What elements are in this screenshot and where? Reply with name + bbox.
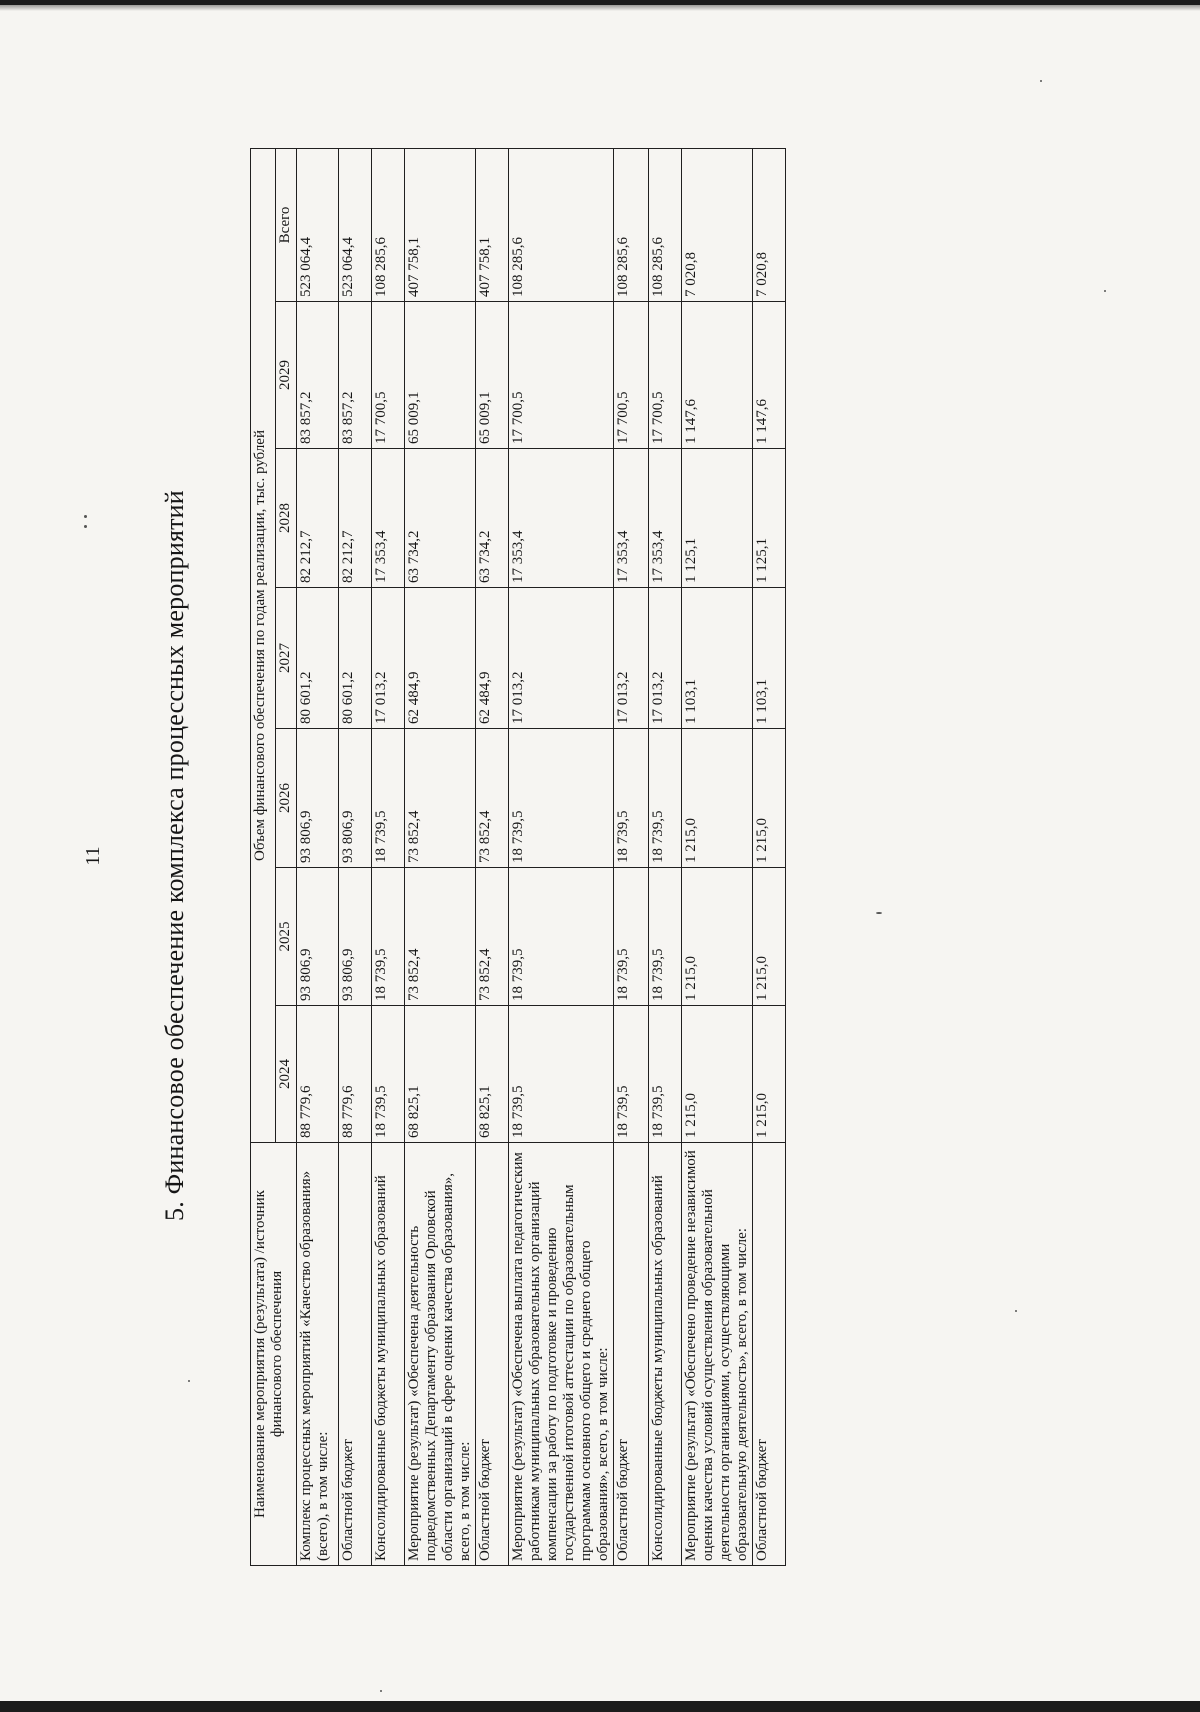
header-year-2025: 2025 (276, 868, 297, 1006)
cell-2029: 83 857,2 (297, 302, 339, 449)
header-year-2028: 2028 (276, 449, 297, 588)
row-name: Комплекс процессных мероприятий «Качество образования» (всего), в том числе: (297, 1143, 339, 1566)
row-name: Областной бюджет (753, 1143, 786, 1566)
cell-2026: 18 739,5 (614, 729, 649, 868)
cell-2025: 18 739,5 (614, 868, 649, 1006)
table-row (753, 149, 786, 1566)
header-name: Наименование мероприятия (результата) /источник финансового обеспечения (251, 1143, 297, 1566)
cell-2028: 17 353,4 (649, 449, 682, 588)
table-row (476, 149, 509, 1566)
cell-2025: 1 215,0 (682, 868, 753, 1006)
table-row (339, 149, 372, 1566)
row-name: Областной бюджет (614, 1143, 649, 1566)
page-number: 11 (82, 846, 104, 866)
cell-2024: 18 739,5 (614, 1006, 649, 1143)
header-year-2029: 2029 (276, 302, 297, 449)
header-row (251, 149, 276, 1566)
cell-2024: 88 779,6 (339, 1006, 372, 1143)
row-name: Консолидированные бюджеты муниципальных образований (372, 1143, 405, 1566)
table-row (405, 149, 476, 1566)
cell-2026: 1 215,0 (753, 729, 786, 868)
cell-total: 7 020,8 (753, 149, 786, 302)
cell-2029: 65 009,1 (405, 302, 476, 449)
cell-2025: 18 739,5 (649, 868, 682, 1006)
table-row (509, 149, 614, 1566)
cell-2029: 1 147,6 (682, 302, 753, 449)
cell-2024: 88 779,6 (297, 1006, 339, 1143)
cell-2027: 1 103,1 (682, 588, 753, 729)
table-row (649, 149, 682, 1566)
cell-2026: 93 806,9 (339, 729, 372, 868)
cell-2028: 17 353,4 (509, 449, 614, 588)
table-row (372, 149, 405, 1566)
header-total: Всего (276, 149, 297, 302)
financing-table (250, 148, 786, 1566)
cell-total: 108 285,6 (509, 149, 614, 302)
cell-2027: 17 013,2 (372, 588, 405, 729)
cell-2028: 82 212,7 (339, 449, 372, 588)
header-year-2024: 2024 (276, 1006, 297, 1143)
header-year-2027: 2027 (276, 588, 297, 729)
cell-total: 108 285,6 (372, 149, 405, 302)
cell-total: 7 020,8 (682, 149, 753, 302)
cell-2025: 93 806,9 (297, 868, 339, 1006)
cell-total: 407 758,1 (476, 149, 509, 302)
cell-2029: 17 700,5 (372, 302, 405, 449)
cell-2028: 17 353,4 (614, 449, 649, 588)
cell-2026: 18 739,5 (509, 729, 614, 868)
cell-2029: 1 147,6 (753, 302, 786, 449)
cell-2026: 18 739,5 (372, 729, 405, 868)
cell-2027: 62 484,9 (476, 588, 509, 729)
cell-2025: 93 806,9 (339, 868, 372, 1006)
cell-2028: 63 734,2 (476, 449, 509, 588)
cell-2027: 80 601,2 (297, 588, 339, 729)
cell-2027: 17 013,2 (649, 588, 682, 729)
row-name: Мероприятие (результат) «Обеспечена выплата педагогическим работникам муниципальных образовательных организаций компенсации за работу по подготовке и проведению государственной итоговой аттестации по образовательным программам основного общего и среднего общего образования», всего, в том числе: (509, 1143, 614, 1566)
cell-2028: 82 212,7 (297, 449, 339, 588)
cell-2029: 17 700,5 (614, 302, 649, 449)
row-name: Консолидированные бюджеты муниципальных образований (649, 1143, 682, 1566)
cell-2027: 17 013,2 (614, 588, 649, 729)
cell-2025: 73 852,4 (405, 868, 476, 1006)
cell-2028: 17 353,4 (372, 449, 405, 588)
row-name: Областной бюджет (476, 1143, 509, 1566)
cell-2026: 73 852,4 (405, 729, 476, 868)
cell-2027: 1 103,1 (753, 588, 786, 729)
cell-2025: 18 739,5 (372, 868, 405, 1006)
cell-total: 108 285,6 (649, 149, 682, 302)
cell-2026: 1 215,0 (682, 729, 753, 868)
row-name: Областной бюджет (339, 1143, 372, 1566)
cell-2024: 68 825,1 (476, 1006, 509, 1143)
table-row (614, 149, 649, 1566)
cell-2024: 18 739,5 (372, 1006, 405, 1143)
cell-2024: 68 825,1 (405, 1006, 476, 1143)
cell-total: 407 758,1 (405, 149, 476, 302)
cell-2024: 18 739,5 (649, 1006, 682, 1143)
row-name: Мероприятие (результат) «Обеспечено проведение независимой оценки качества условий осуществления образовательной деятельности организациями, осуществляющими образовательную деятельность», всего, в том числе: (682, 1143, 753, 1566)
cell-2025: 73 852,4 (476, 868, 509, 1006)
cell-2026: 93 806,9 (297, 729, 339, 868)
cell-2027: 62 484,9 (405, 588, 476, 729)
cell-2028: 1 125,1 (753, 449, 786, 588)
cell-2028: 63 734,2 (405, 449, 476, 588)
cell-total: 523 064,4 (297, 149, 339, 302)
header-volume: Объем финансового обеспечения по годам реализации, тыс. рублей (251, 149, 276, 1143)
cell-2029: 17 700,5 (509, 302, 614, 449)
cell-2029: 65 009,1 (476, 302, 509, 449)
cell-2027: 80 601,2 (339, 588, 372, 729)
cell-2024: 1 215,0 (682, 1006, 753, 1143)
cell-2026: 18 739,5 (649, 729, 682, 868)
header-year-2026: 2026 (276, 729, 297, 868)
cell-2025: 1 215,0 (753, 868, 786, 1006)
table-row (682, 149, 753, 1566)
row-name: Мероприятие (результат) «Обеспечена деятельность подведомственных Департаменту образования Орловской области организаций в сфере оценки качества образования», всего, в том числе: (405, 1143, 476, 1566)
cell-total: 523 064,4 (339, 149, 372, 302)
cell-2028: 1 125,1 (682, 449, 753, 588)
table-row (297, 149, 339, 1566)
cell-2025: 18 739,5 (509, 868, 614, 1006)
cell-2024: 1 215,0 (753, 1006, 786, 1143)
cell-2029: 17 700,5 (649, 302, 682, 449)
cell-2029: 83 857,2 (339, 302, 372, 449)
page-title: 5. Финансовое обеспечение комплекса процессных мероприятий (160, 490, 189, 1221)
cell-2027: 17 013,2 (509, 588, 614, 729)
cell-total: 108 285,6 (614, 149, 649, 302)
cell-2024: 18 739,5 (509, 1006, 614, 1143)
cell-2026: 73 852,4 (476, 729, 509, 868)
